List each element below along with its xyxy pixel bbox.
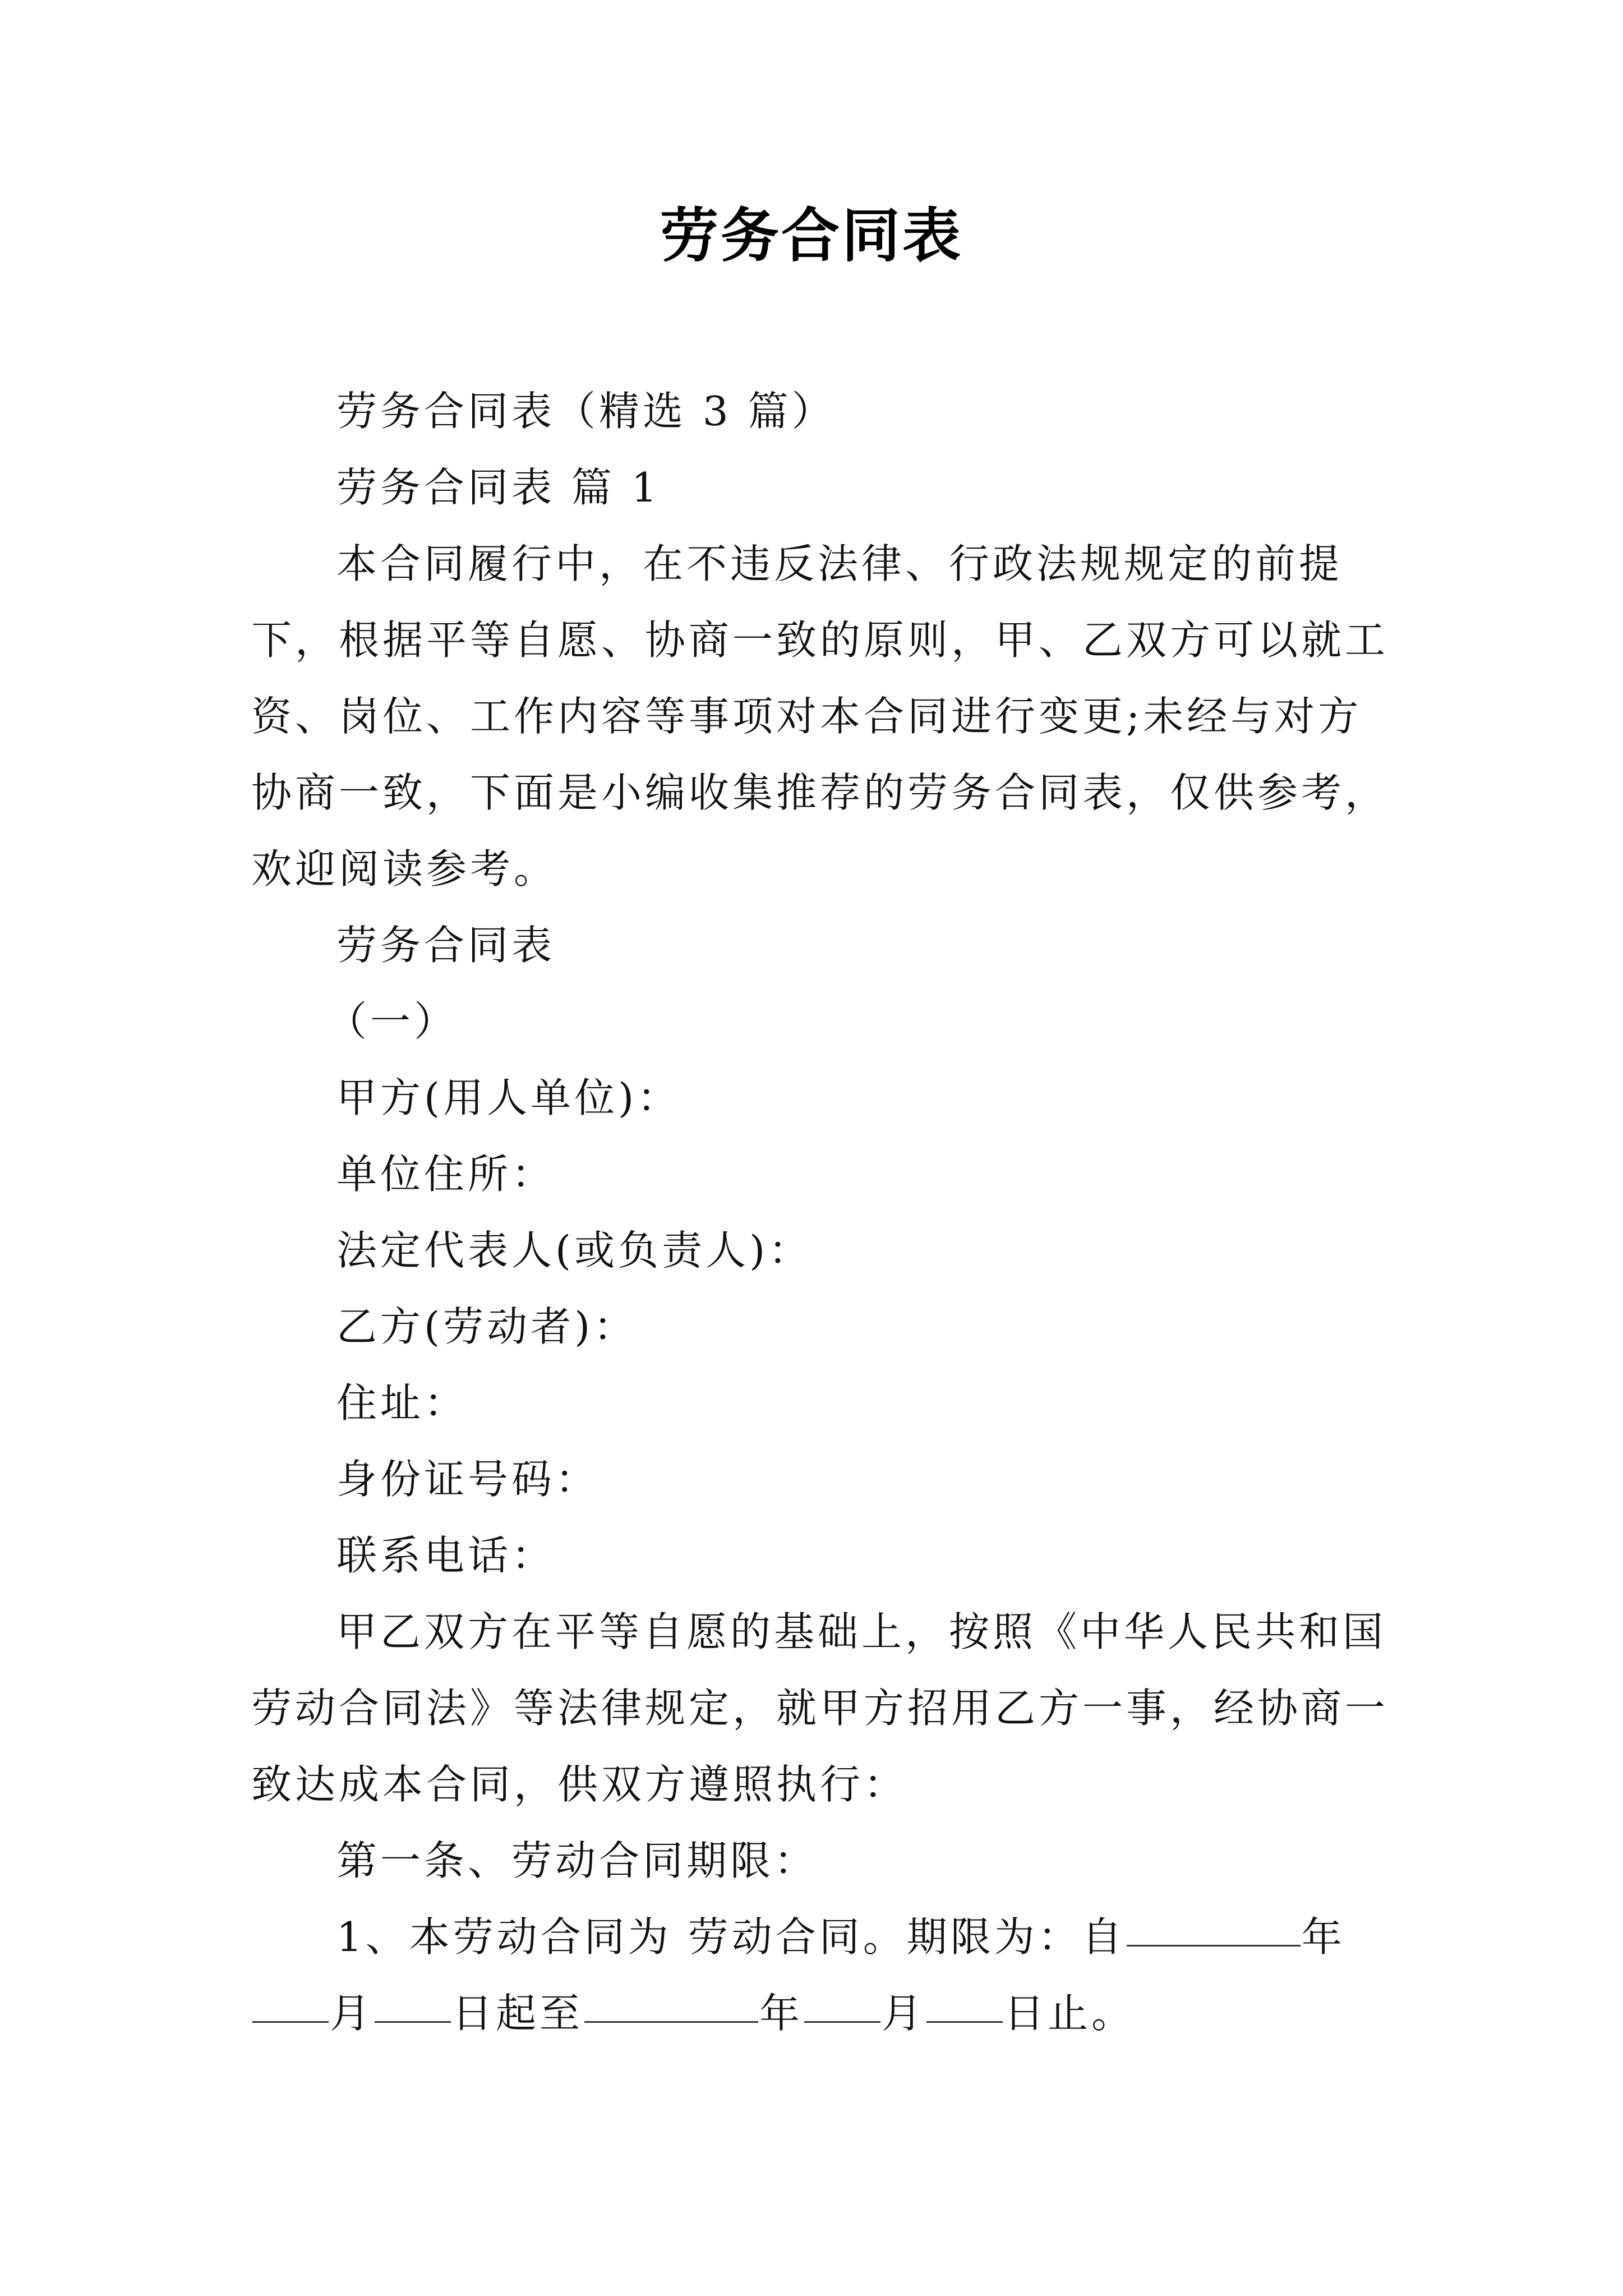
section-title: 劳务合同表 bbox=[336, 922, 556, 969]
clause-1-day-end: 日止。 bbox=[1004, 1990, 1136, 2037]
clause-1-text: 1、本劳动合同为 劳动合同。期限为：自 bbox=[336, 1913, 1126, 1961]
clause-1-month: 月 bbox=[330, 1990, 374, 2037]
field-party-a: 甲方(用人单位)： bbox=[336, 1074, 681, 1121]
document-body bbox=[251, 373, 1391, 2051]
intro-paragraph: 本合同履行中，在不违反法律、行政法规规定的前提下，根据平等自愿、协商一致的原则，甲、乙双方可以就工资、岗位、工作内容等事项对本合同进行变更;未经与对方协商一致，下面是小编收集推荐的劳务合同表，仅供参考，欢迎阅读参考。 bbox=[251, 540, 1389, 892]
field-party-b: 乙方(劳动者)： bbox=[336, 1303, 638, 1350]
section-number: （一） bbox=[326, 998, 458, 1045]
preamble-paragraph: 甲乙双方在平等自愿的基础上，按照《中华人民共和国劳动合同法》等法律规定，就甲方招用乙方一事，经协商一致达成本合同，供双方遵照执行： bbox=[251, 1608, 1389, 1808]
field-id-number: 身份证号码： bbox=[336, 1456, 600, 1503]
field-residence: 住址： bbox=[336, 1379, 468, 1427]
field-address: 单位住所： bbox=[336, 1151, 556, 1198]
blank-start-month bbox=[252, 2021, 329, 2023]
article-1-heading: 第一条、劳动合同期限： bbox=[336, 1837, 818, 1884]
blank-start-year bbox=[1127, 1944, 1301, 1947]
blank-end-year bbox=[584, 2021, 758, 2023]
field-phone: 联系电话： bbox=[336, 1532, 556, 1579]
clause-1-year: 年 bbox=[1301, 1913, 1345, 1961]
blank-end-month bbox=[804, 2021, 880, 2023]
blank-start-day bbox=[375, 2021, 451, 2023]
part-heading: 劳务合同表 篇 1 bbox=[336, 464, 661, 511]
clause-1-day-to: 日起至 bbox=[452, 1990, 584, 2037]
subtitle: 劳务合同表（精选 3 篇） bbox=[336, 388, 836, 435]
blank-end-day bbox=[926, 2021, 1003, 2023]
clause-1-month-end: 月 bbox=[882, 1990, 926, 2037]
clause-1 bbox=[251, 1899, 1391, 2051]
field-legal-rep: 法定代表人(或负责人)： bbox=[336, 1227, 813, 1274]
clause-1-year-end: 年 bbox=[759, 1990, 804, 2037]
document-title: 劳务合同表 bbox=[660, 201, 963, 270]
